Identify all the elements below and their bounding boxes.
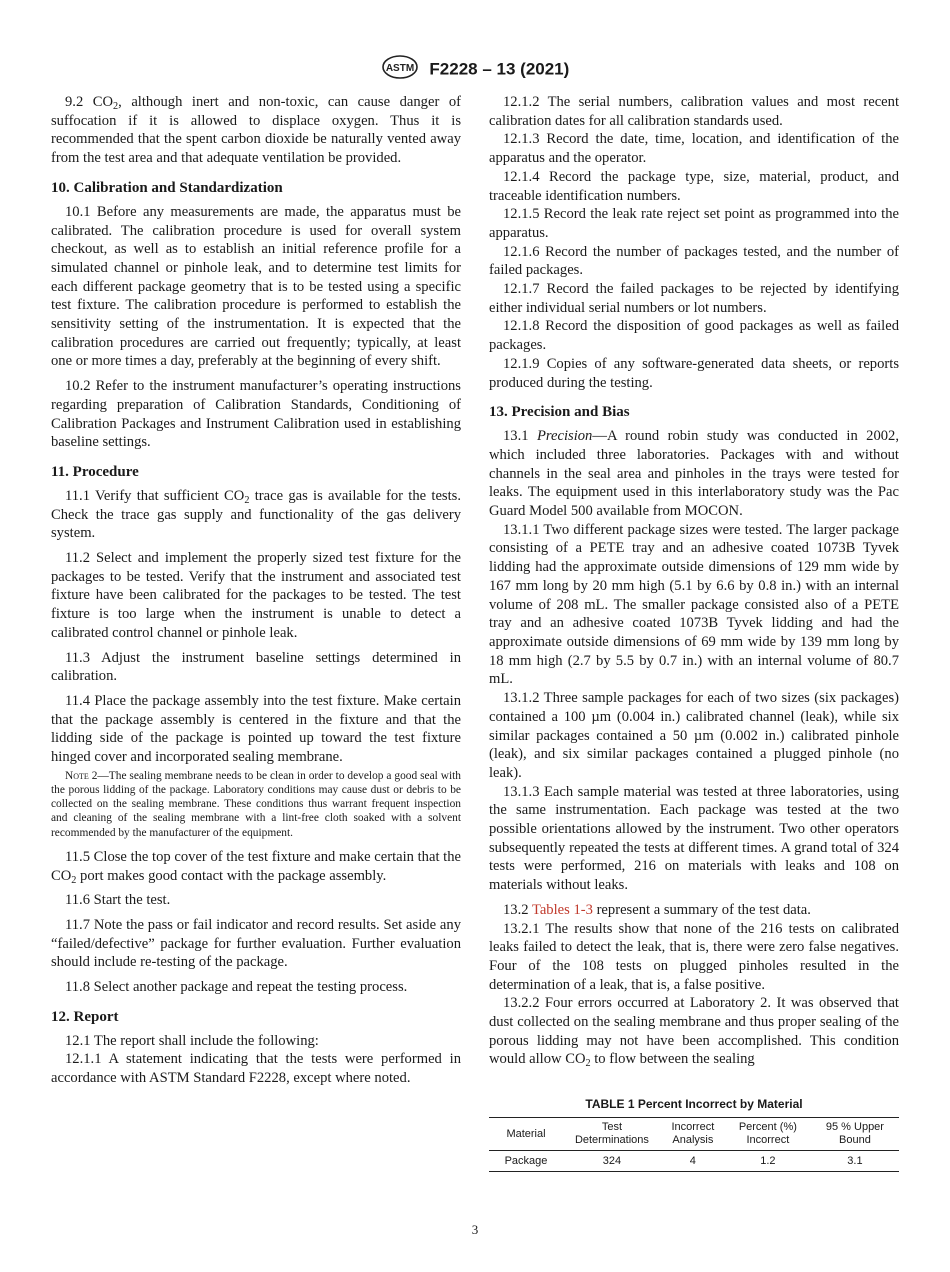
- table-cell: 324: [563, 1151, 661, 1172]
- left-column: [51, 93, 461, 1094]
- col-header-test-determinations: Test Determinations: [563, 1118, 661, 1151]
- section-13-heading: 13. Precision and Bias: [489, 404, 630, 421]
- section-11-heading: 11. Procedure: [51, 463, 139, 480]
- paragraph-11-2: 11.2 Select and implement the properly sized test fixture for the packages to be tested. Verify that the instrument and associated test fixture have been calibrated for the packages to be tested. The test fixture is too large when the instrument is unable to detect a calibrated control channel or pinhole leak.: [51, 550, 461, 641]
- paragraph-13-1-2: 13.1.2 Three sample packages for each of two sizes (six packages) contained a 100 µm (0.004 in.) calibrated channel (leak), while six similar packages contained a 50 µm (0.002 in.) calibrated pinhole (leak), and six similar packages contained a plugged pinhole (no leak).: [489, 690, 899, 781]
- paragraph-11-1: 11.1 Verify that sufficient $CO_2$ trace gas is available for the tests. Check the trace gas supply and functionality of the gas delivery system.: [51, 487, 461, 542]
- paragraph-11-3: 11.3 Adjust the instrument baseline settings determined in calibration.: [51, 649, 461, 685]
- paragraph-12-1-1: 12.1.1 A statement indicating that the tests were performed in accordance with ASTM Standard F2228, except where noted.: [51, 1051, 461, 1087]
- paragraph-12-1-2: 12.1.2 The serial numbers, calibration values and most recent calibration dates for all calibration standards used.: [489, 94, 899, 129]
- table-cell: Package: [489, 1151, 563, 1172]
- table-header-row: [489, 1118, 899, 1151]
- table-cell: 3.1: [811, 1151, 899, 1172]
- paragraph-9-2: 9.2 $CO_2$, although inert and non-toxic, can cause danger of suffocation if it is allowed to displace oxygen. Thus it is recommended that the spent carbon dioxide be naturally vented away from the test area and that adequate ventilation be provided.: [51, 94, 461, 167]
- paragraph-11-7: 11.7 Note the pass or fail indicator and record results. Set aside any “failed/defective” package for further evaluation. Further evaluation should include re-testing of the package.: [51, 916, 461, 971]
- col-header-incorrect-analysis: Incorrect Analysis: [661, 1118, 725, 1151]
- table-1-title: TABLE 1 Percent Incorrect by Material: [585, 1097, 803, 1112]
- section-10-heading: 10. Calibration and Standardization: [51, 179, 283, 196]
- tables-link[interactable]: Tables 1-3: [531, 901, 593, 918]
- page-header: [0, 55, 950, 84]
- paragraph-10-1: 10.1 Before any measurements are made, the apparatus must be calibrated. The calibration procedure is used for overall system checkout, as well as to establish an initial reference profile for a simulated channel or pinhole leak, and to determine test limits for each different package geometry that is to be tested using a specific test fixture. The calibration procedure is performed to establish the sensitivity setting of the instrumentation. It is expected that the calibration procedures are carried out frequently; typically, at least one or more times a day, preferably at the beginning of every shift.: [51, 203, 461, 370]
- paragraph-13-2-1: 13.2.1 The results show that none of the 216 tests on calibrated leaks failed to detect the leak, that is, there were zero false negatives. Four of the 108 tests on plugged pinholes resulted in the determination of a leak, that is, a false positive.: [489, 920, 899, 993]
- right-column: [489, 93, 899, 1172]
- paragraph-13-1: 13.1 Precision—A round robin study was conducted in 2002, which included three laboratories. Packages with and without channels in the seal area and pinholes in the trays were tested for leaks. The equipment used in this interlaboratory study was the Pac Guard Model 500 available from MOCON.: [489, 428, 899, 520]
- paragraph-13-1-3: 13.1.3 Each sample material was tested at three laboratories, using the same instrumentation. Each package was tested at the two possible orientations allowed by the instrument. Two other operators subsequently repeated the tests at different times. A grand total of 324 tests were performed, 216 on materials with leaks and 108 on materials without leaks.: [489, 783, 899, 894]
- paragraph-11-4: 11.4 Place the package assembly into the test fixture. Make certain that the package assembly is centered in the fixture and that the lidding side of the package is pointed up toward the test fixture hinged cover and incorporated sealing membrane.: [51, 692, 461, 766]
- table-cell: 4: [661, 1151, 725, 1172]
- paragraph-13-1-1: 13.1.1 Two different package sizes were tested. The larger package consisting of a PETE tray and an adhesive coated 1073B Tyvek lidding had the approximate outside dimensions of 129 mm wide by 167 mm long by 20 mm high (5.1 by 6.6 by 0.8 in.) with an internal volume of 208 mL. The smaller package consisted also of a PETE tray and an adhesive coated 1073B Tyvek lidding and had the approximate outside dimensions of 69 mm wide by 139 mm long by 18 mm high (2.7 by 5.5 by 0.7 in.) with an internal volume of 80.7 mL.: [489, 521, 899, 688]
- paragraph-12-1: 12.1 The report shall include the following:: [65, 1032, 319, 1049]
- paragraph-12-1-8: 12.1.8 Record the disposition of good packages as well as failed packages.: [489, 318, 899, 354]
- col-header-upper-bound: 95 % Upper Bound: [811, 1118, 899, 1151]
- paragraph-13-2: 13.2 Tables 1-3 represent a summary of the test data.: [503, 901, 811, 918]
- section-12-heading: 12. Report: [51, 1008, 119, 1025]
- col-header-material: Material: [489, 1118, 563, 1151]
- paragraph-12-1-7: 12.1.7 Record the failed packages to be rejected by identifying either individual serial numbers or lot numbers.: [489, 281, 899, 316]
- paragraph-13-2-2: 13.2.2 Four errors occurred at Laboratory 2. It was observed that dust collected on the sealing membrane and thus proper sealing of the porous lidding may not have been accomplished. This condition would allow $CO_2$ to flow between the sealing: [489, 995, 899, 1070]
- table-cell: 1.2: [725, 1151, 811, 1172]
- standard-designation: F2228 – 13 (2021): [429, 59, 570, 79]
- paragraph-12-1-5: 12.1.5 Record the leak rate reject set point as programmed into the apparatus.: [489, 206, 899, 241]
- paragraph-11-8: 11.8 Select another package and repeat the testing process.: [65, 979, 408, 996]
- note-2: Note 2—The sealing membrane needs to be clean in order to develop a good seal with the porous lidding of the package. Laboratory conditions may cause dust or debris to be collected on the sealing membrane. These conditions thus warrant frequent inspection and cleaning of the sealing membrane with a lint-free cloth soaked with a solvent recommended by the manufacturer of the equipment.: [51, 769, 461, 839]
- col-header-percent-incorrect: Percent (%) Incorrect: [725, 1118, 811, 1151]
- astm-logo-icon: [381, 55, 419, 84]
- paragraph-12-1-9: 12.1.9 Copies of any software-generated data sheets, or reports produced during the testing.: [489, 355, 899, 391]
- paragraph-12-1-6: 12.1.6 Record the number of packages tested, and the number of failed packages.: [489, 243, 899, 279]
- paragraph-10-2: 10.2 Refer to the instrument manufacturer’s operating instructions regarding preparation of Calibration Standards, Conditioning of Calibration Packages and Instrument Calibration used in establishing baseline settings.: [51, 378, 461, 451]
- paragraph-12-1-3: 12.1.3 Record the date, time, location, and identification of the apparatus and the operator.: [489, 131, 899, 167]
- paragraph-12-1-4: 12.1.4 Record the package type, size, material, product, and traceable identification numbers.: [489, 168, 899, 204]
- table-row: [489, 1151, 899, 1172]
- table-1: [489, 1117, 899, 1172]
- page-number: 3: [471, 1222, 479, 1237]
- paragraph-11-5: 11.5 Close the top cover of the test fixture and make certain that the $CO_2$ port makes good contact with the package assembly.: [51, 848, 461, 886]
- paragraph-11-6: 11.6 Start the test.: [65, 892, 171, 909]
- svg-text:ASTM: ASTM: [385, 63, 414, 74]
